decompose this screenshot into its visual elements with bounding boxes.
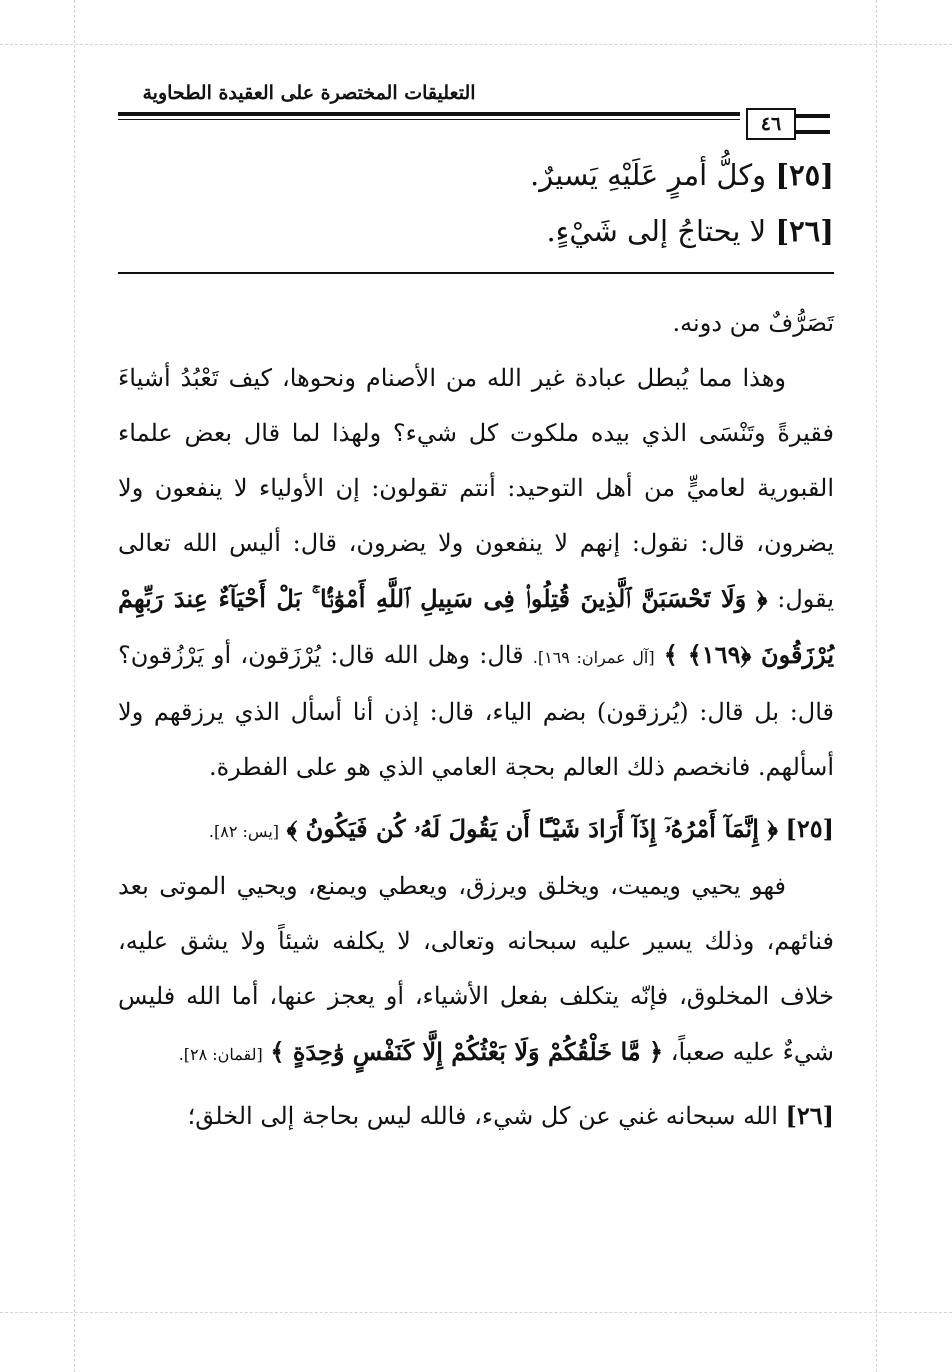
paragraph-text: قال: وهل الله قال: يُرْزَقون، أو يَرْزُقون؟ قال: بل قال: (يُرزقون) بضم الياء، قال: إذن أنا أسأل الذي يرزقهم ولا أسألهم. فانخصم ذلك العالم بحجة العامي الذي هو على الفطرة. bbox=[118, 641, 834, 781]
comment-number: [٢٦] bbox=[785, 1101, 834, 1130]
paragraph-text: الله سبحانه غني عن كل شيء، فالله ليس بحاجة إلى الخلق؛ bbox=[187, 1102, 778, 1130]
verse-reference: [يس: ٨٢]. bbox=[208, 822, 280, 841]
scan-guide-line bbox=[74, 0, 75, 1372]
matn-line-26 bbox=[118, 214, 834, 248]
page-number: ٤٦ bbox=[746, 108, 796, 140]
matn-number: [٢٦] bbox=[775, 214, 834, 248]
matn-text: لا يحتاجُ إلى شَيْءٍ. bbox=[546, 214, 767, 248]
quran-verse: ﴿ إِنَّمَآ أَمْرُهُۥٓ إِذَآ أَرَادَ شَيْـًٔا أَن يَقُولَ لَهُۥ كُن فَيَكُونُ ﴾ bbox=[286, 814, 778, 843]
paragraph-text: فهو يحيي ويميت، ويخلق ويرزق، ويعطي ويمنع، ويحيي الموتى بعد فنائهم، وذلك يسير عليه سبحانه وتعالى، لا يكلفه شيئاً ولا يشق عليه، خلاف المخلوق، فإنّه يتكلف بفعل الأشياء، أو يعجز عنها، أما الله فليس شيءٌ عليه صعباً، bbox=[118, 872, 834, 1066]
matn-number: [٢٥] bbox=[775, 158, 834, 192]
paragraph-text: وهذا مما يُبطل عبادة غير الله من الأصنام ونحوها، كيف تَعْبُدُ أشياءَ فقيرةً وتَنْسَى الذي بيده ملكوت كل شيء؟ ولهذا لما قال بعض علماء القبورية لعاميٍّ من أهل التوحيد: أنتم تقولون: إن الأولياء لا ينفعون ولا يضرون، قال: نقول: إنهم لا ينفعون ولا يضرون، قال: أليس الله تعالى يقول: bbox=[118, 364, 834, 613]
scan-guide-line bbox=[0, 44, 952, 45]
running-header: التعليقات المختصرة على العقيدة الطحاوية bbox=[142, 82, 476, 104]
header-rule-thick bbox=[118, 112, 740, 116]
commentary-item-26 bbox=[118, 1088, 834, 1144]
commentary-item-25 bbox=[118, 801, 834, 859]
commentary-paragraph bbox=[118, 351, 834, 795]
page-number-ornament bbox=[796, 114, 830, 134]
scan-guide-line bbox=[0, 1312, 952, 1313]
scan-guide-line bbox=[876, 0, 877, 1372]
matn-commentary-divider bbox=[118, 272, 834, 274]
verse-reference: [لقمان: ٢٨]. bbox=[178, 1045, 263, 1064]
verse-reference: [آل عمران: ١٦٩]. bbox=[532, 648, 655, 667]
commentary-body bbox=[118, 296, 834, 1144]
comment-number: [٢٥] bbox=[785, 814, 834, 843]
commentary-paragraph bbox=[118, 859, 834, 1082]
matn-line-25 bbox=[118, 158, 834, 192]
quran-verse: ﴿ مَّا خَلْقُكُمْ وَلَا بَعْثُكُمْ إِلَّا كَنَفْسٍ وَٰحِدَةٍ ﴾ bbox=[270, 1037, 664, 1066]
matn-text: وكلُّ أمرٍ عَلَيْهِ يَسيرٌ. bbox=[530, 158, 767, 192]
quran-verse: ﴿ وَلَا تَحْسَبَنَّ ٱلَّذِينَ قُتِلُوا۟ فِى سَبِيلِ ٱللَّهِ أَمْوَٰتًۢا ۚ بَلْ أَحْيَآءٌ عِندَ رَبِّهِمْ يُرْزَقُونَ ﴿١٦٩﴾ ﴾ bbox=[118, 584, 834, 669]
commentary-paragraph: تَصَرُّفٌ من دونه. bbox=[672, 309, 834, 337]
header-rule-thin bbox=[118, 119, 740, 120]
